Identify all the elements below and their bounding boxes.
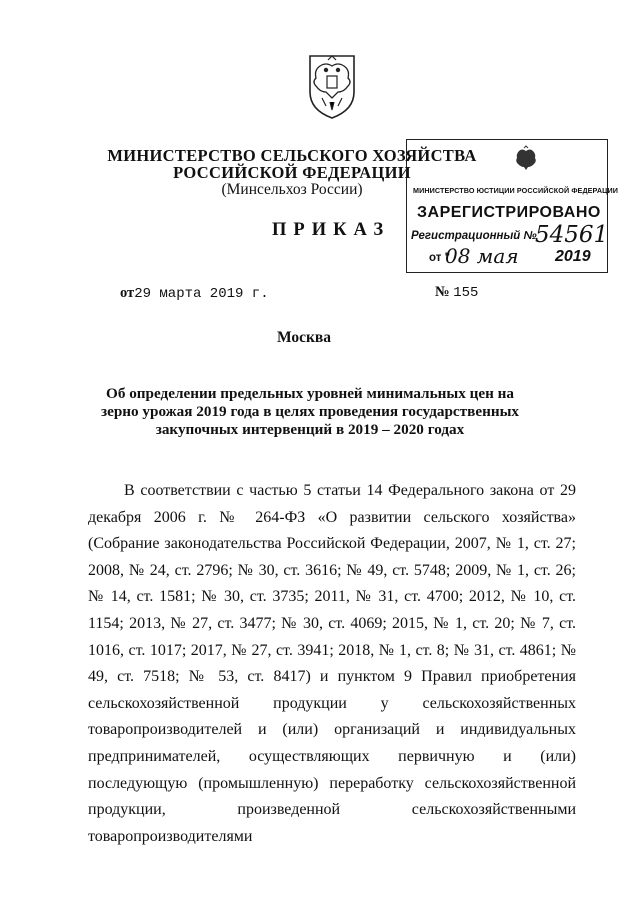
coat-of-arms-icon (304, 52, 360, 120)
document-body (88, 478, 576, 850)
body-paragraph: В соответствии с частью 5 статьи 14 Федерального закона от 29 декабря 2006 г. № 264-ФЗ «О развитии сельского хозяйства» (Собрание законодательства Российской Федерации, 2007, № 1, ст. 27; 2008, № 24, ст. 2796; № 30, ст. 3616; № 49, ст. 5748; 2009, № 1, ст. 26; № 14, ст. 1581; № 30, ст. 3735; 2011, № 31, ст. 4700; 2012, № 10, ст. 1154; 2013, № 27, ст. 3477; № 30, ст. 4069; 2015, № 1, ст. 20; № 7, ст. 1016, ст. 1017; 2017, № 27, ст. 3941; 2018, № 1, ст. 8; № 31, ст. 4861; № 49, ст. 7518; № 53, ст. 8417) и пунктом 9 Правил приобретения сельскохозяйственной продукции у сельскохозяйственных товаропроизводителей и (или) организаций и индивидуальных предпринимателей, осуществляющих первичную и (или) последующую (промышленную) переработку сельскохозяйственной продукции, произведенной сельскохозяйственными товаропроизводителями (88, 482, 576, 845)
registration-stamp (406, 139, 618, 273)
stamp-date-label: от " (429, 252, 451, 264)
order-date-value: 29 марта 2019 г. (134, 286, 269, 302)
stamp-date: 08 мая (445, 244, 519, 268)
stamp-registered: ЗАРЕГИСТРИРОВАНО (417, 204, 601, 221)
document-type: ПРИКАЗ (272, 220, 391, 240)
order-number-prefix: № (435, 284, 450, 300)
ministry-name-line1: МИНИСТЕРСТВО СЕЛЬСКОГО ХОЗЯЙСТВА (107, 146, 477, 165)
document-title: Об определении предельных уровней минимальных цен на зерно урожая 2019 года в целях проведения государственных закупочных интервенций в 2019 – 2020 годах (100, 385, 520, 438)
ministry-short-name: (Минсельхоз России) (221, 181, 363, 198)
order-number-value: 155 (453, 285, 479, 301)
ministry-name-line2: РОССИЙСКОЙ ФЕДЕРАЦИИ (173, 163, 411, 182)
order-date (120, 285, 269, 302)
city: Москва (276, 329, 332, 346)
order-number (435, 284, 478, 301)
stamp-ministry: МИНИСТЕРСТВО ЮСТИЦИИ РОССИЙСКОЙ ФЕДЕРАЦИИ (413, 186, 618, 195)
stamp-reg-label: Регистрационный № (411, 230, 537, 242)
order-date-prefix: от (120, 285, 135, 301)
stamp-reg-number: 54561 (535, 222, 609, 248)
stamp-year: 2019 (555, 248, 591, 265)
stamp-eagle-icon (513, 145, 539, 173)
